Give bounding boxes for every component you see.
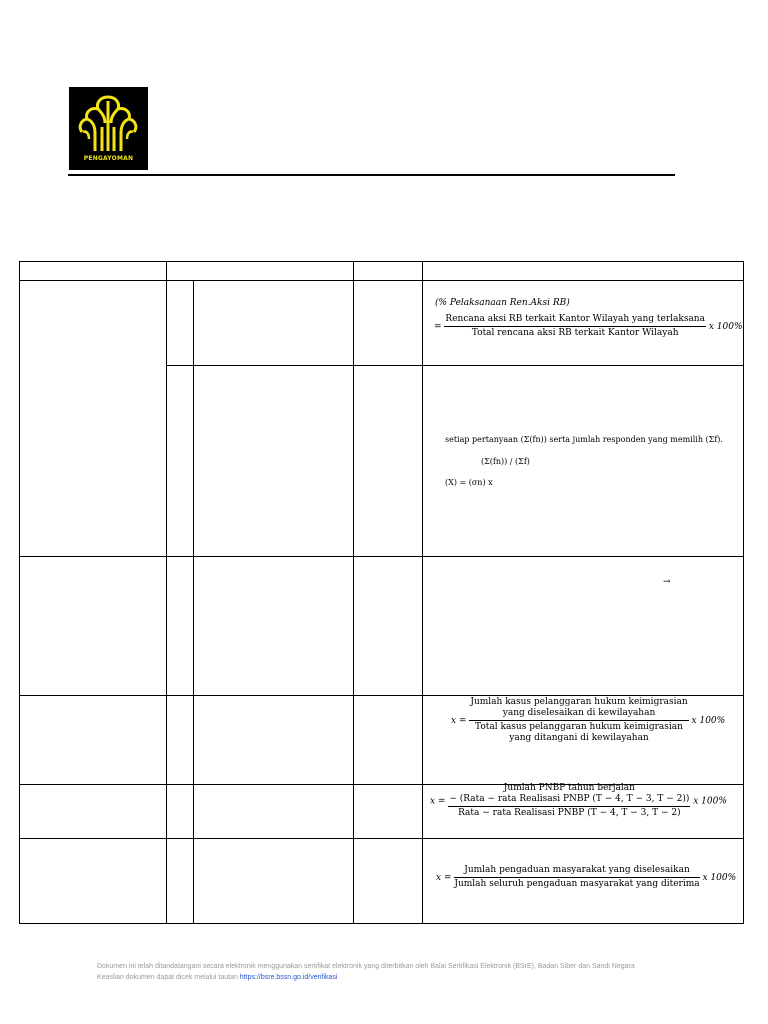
formula-cell xyxy=(423,366,744,557)
numerator-line: Jumlah kasus pelanggaran hukum keimigrasian xyxy=(470,697,688,707)
pengayoman-logo xyxy=(69,87,148,170)
signature-footer xyxy=(97,961,737,983)
formula-cell xyxy=(423,696,744,785)
formula-keimigrasian xyxy=(451,697,725,744)
table-cell xyxy=(20,281,167,557)
survey-formula: (Σ(fn)) / (Σf) xyxy=(481,457,530,466)
formula-multiplier: x 100% xyxy=(693,796,727,807)
formula-lhs: x = xyxy=(436,873,452,883)
formula-cell xyxy=(423,785,744,839)
denominator-line: Total kasus pelanggaran hukum keimigrasian xyxy=(475,722,683,732)
formula-lhs: x = xyxy=(430,796,446,807)
table-cell xyxy=(354,366,423,557)
table-cell xyxy=(194,696,354,785)
footer-line xyxy=(97,972,737,983)
table-cell xyxy=(20,839,167,924)
table-cell xyxy=(194,281,354,366)
numerator-line: yang diselesaikan di kewilayahan xyxy=(502,708,656,718)
header-cell xyxy=(167,262,354,281)
denominator-line: yang ditangani di kewilayahan xyxy=(509,733,649,743)
formula-numerator: Rencana aksi RB terkait Kantor Wilayah yang terlaksana xyxy=(444,314,706,327)
indicator-table xyxy=(19,261,744,924)
header-cell xyxy=(354,262,423,281)
table-cell xyxy=(20,557,167,696)
table-cell xyxy=(167,366,194,557)
arrow-icon: → xyxy=(663,577,671,587)
table-row xyxy=(20,557,744,696)
formula-cell xyxy=(423,839,744,924)
formula-denominator: Rata − rata Realisasi PNBP (T − 4, T − 3, T − 2) xyxy=(458,808,681,818)
formula-pengaduan xyxy=(436,865,736,890)
verification-link[interactable]: https://bsre.bssn.go.id/verifikasi xyxy=(239,974,338,981)
table-row xyxy=(20,839,744,924)
formula-numerator xyxy=(448,783,690,807)
table-row xyxy=(20,696,744,785)
table-cell xyxy=(194,366,354,557)
table-cell xyxy=(194,785,354,839)
table-cell xyxy=(167,557,194,696)
footer-prefix: Keaslian dokumen dapat dicek melalui tautan xyxy=(97,974,240,981)
formula-multiplier: x 100% xyxy=(702,873,737,883)
formula-numerator xyxy=(469,697,688,721)
table-cell xyxy=(20,696,167,785)
header-cell xyxy=(423,262,744,281)
table-cell xyxy=(354,839,423,924)
formula-denominator: Total rencana aksi RB terkait Kantor Wilayah xyxy=(471,328,679,338)
table-cell xyxy=(167,839,194,924)
formula-label: (% Pelaksanaan Ren.Aksi RB) xyxy=(435,298,570,308)
table-cell xyxy=(354,281,423,366)
table-cell xyxy=(354,785,423,839)
table-cell xyxy=(354,557,423,696)
formula-multiplier: x 100% xyxy=(708,322,743,332)
table-cell xyxy=(354,696,423,785)
survey-text: setiap pertanyaan (Σ(fn)) serta jumlah responden yang memilih (Σf). xyxy=(445,435,723,444)
numerator-line: − (Rata − rata Realisasi PNBP (T − 4, T − 3, T − 2)) xyxy=(449,794,690,804)
formula-lhs: x = xyxy=(451,716,467,726)
formula-denominator xyxy=(469,721,688,744)
table-cell xyxy=(167,696,194,785)
table-row xyxy=(20,281,744,366)
table-row xyxy=(20,785,744,839)
table-cell xyxy=(20,785,167,839)
formula-pnbp xyxy=(430,783,727,819)
table-cell xyxy=(194,557,354,696)
survey-result: (X) = (σn) x xyxy=(445,478,493,487)
formula-denominator: Jumlah seluruh pengaduan masyarakat yang diterima xyxy=(454,879,700,889)
formula-numerator: Jumlah pengaduan masyarakat yang diselesaikan xyxy=(454,865,699,878)
header-rule xyxy=(68,174,675,176)
table-cell xyxy=(194,839,354,924)
table-cell xyxy=(167,281,194,366)
numerator-line: Jumlah PNBP tahun berjalan xyxy=(503,783,635,793)
formula-multiplier: x 100% xyxy=(691,716,726,726)
table-header-row xyxy=(20,262,744,281)
formula-rb: = $\frac{\text{Rencana aksi RB terkait Kantor Wilayah yang terlaksana}}{\text{Total rencana aksi RB terkait Kantor Wilayah}}$ x 100% xyxy=(434,314,743,338)
formula-cell xyxy=(423,281,744,366)
header-cell xyxy=(20,262,167,281)
formula-cell xyxy=(423,557,744,696)
logo-text: PENGAYOMAN xyxy=(83,155,134,162)
footer-line: Dokumen ini telah ditandatangani secara elektronik menggunakan sertifikat elektronik yang diterbitkan oleh Balai Sertifikasi Elektronik (BSrE), Badan Siber dan Sandi Negara xyxy=(97,963,635,970)
table-cell xyxy=(167,785,194,839)
